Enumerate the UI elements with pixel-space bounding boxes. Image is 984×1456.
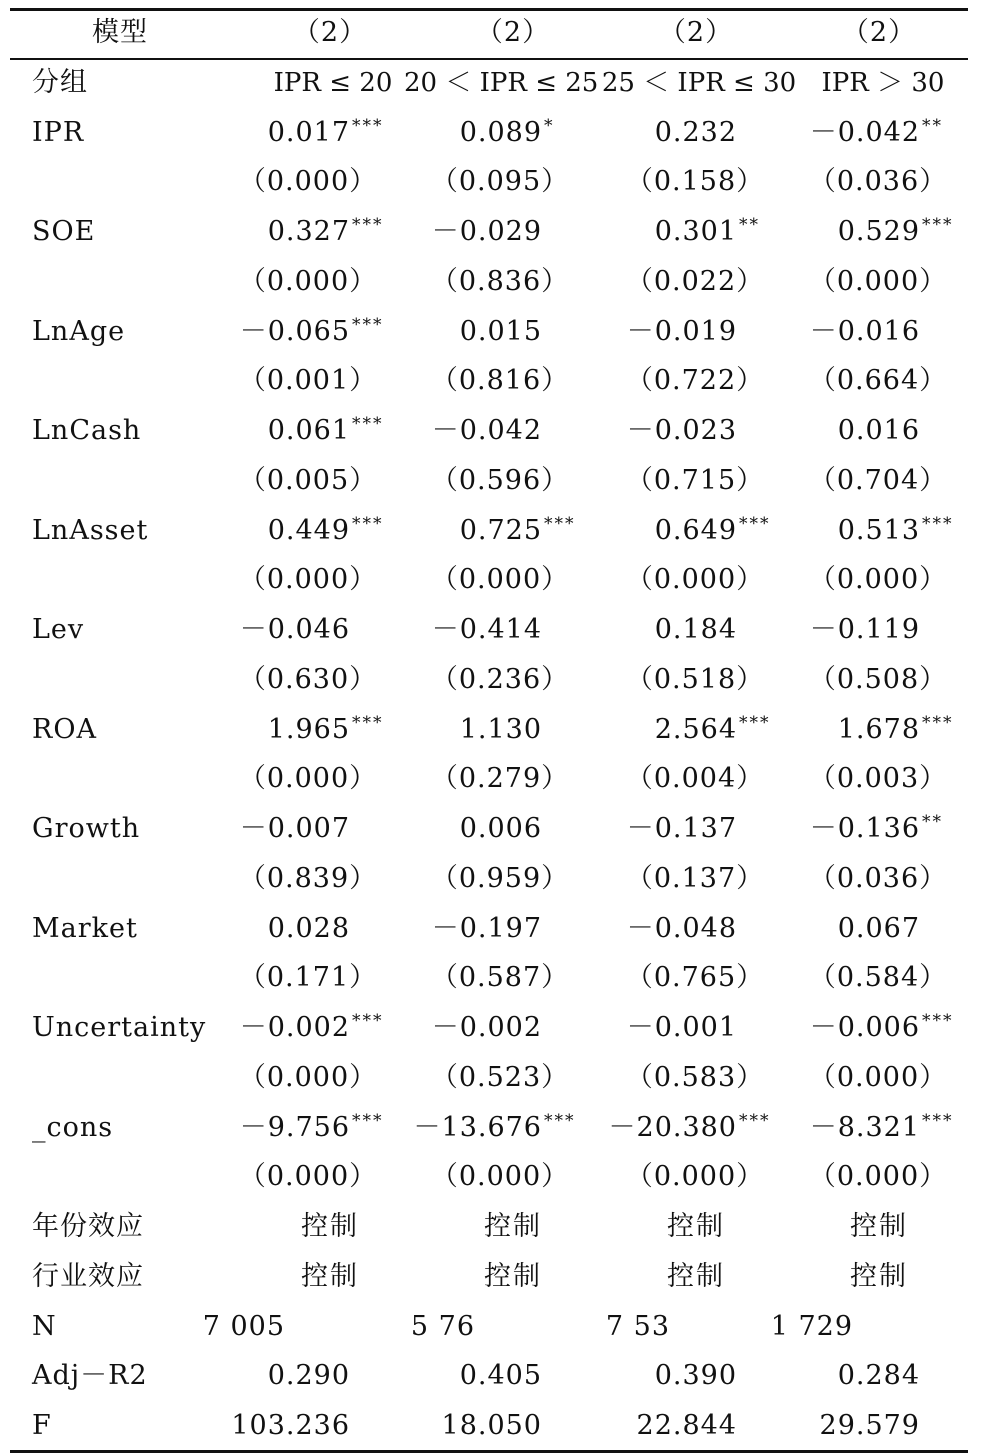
coefficient-value: 0.017 — [267, 116, 350, 148]
p-value-cell: （0.704） — [808, 464, 948, 496]
coefficient-value: 0.006 — [459, 813, 542, 844]
header-label: 模型 — [92, 17, 148, 48]
coefficient-value: －0.007 — [239, 813, 350, 844]
coefficient-value: －0.001 — [626, 1012, 737, 1043]
coef-row — [0, 506, 984, 556]
variable-name: IPR — [32, 116, 85, 148]
stat-value: 0.390 — [654, 1360, 737, 1392]
p-value-cell: （0.000） — [238, 1161, 378, 1193]
effect-control-cell: 控制 — [667, 1260, 725, 1292]
column-header: （2） — [658, 17, 734, 48]
stat-row — [0, 1351, 984, 1401]
significance-stars: *** — [922, 513, 954, 534]
p-value-cell: （0.004） — [625, 763, 765, 795]
coef-row — [0, 307, 984, 357]
pvalue-row — [0, 854, 984, 904]
coefficient-value: －8.321 — [809, 1111, 920, 1143]
significance-stars: *** — [544, 513, 576, 534]
stat-value: 0.290 — [267, 1360, 350, 1392]
p-value-cell: （0.000） — [808, 265, 948, 297]
significance-stars: *** — [544, 1110, 576, 1131]
pvalue-row — [0, 1152, 984, 1202]
p-value-cell: （0.000） — [625, 564, 765, 596]
stat-name: F — [32, 1410, 52, 1441]
coefficient-value: －0.016 — [809, 315, 920, 347]
coefficient-value: 0.725 — [459, 514, 542, 546]
group-definition: 25 ＜ IPR ≤ 30 — [601, 67, 797, 98]
p-value-cell: （0.523） — [430, 1061, 570, 1093]
effect-row — [0, 1252, 984, 1302]
p-value-cell: （0.000） — [808, 1061, 948, 1093]
coefficient-value: 0.513 — [837, 514, 920, 546]
p-value-cell: （0.036） — [808, 862, 948, 894]
coefficient-cell — [720, 605, 966, 655]
coefficient-cell — [720, 1003, 966, 1053]
variable-name: SOE — [32, 216, 96, 247]
p-value-cell: （0.000） — [430, 1161, 570, 1193]
coefficient-value: －0.002 — [431, 1012, 542, 1043]
coef-row — [0, 1003, 984, 1053]
coef-row — [0, 406, 984, 456]
column-header: （2） — [841, 17, 917, 48]
column-header: （2） — [475, 17, 551, 48]
coefficient-cell — [720, 904, 966, 954]
stat-row — [0, 1401, 984, 1451]
p-value-cell: （0.158） — [625, 166, 765, 198]
coefficient-value: －0.042 — [431, 415, 542, 446]
variable-name: Lev — [32, 614, 85, 645]
pvalue-row — [0, 157, 984, 207]
group-definition: 20 ＜ IPR ≤ 25 — [404, 67, 599, 98]
stat-name: Adj－R2 — [32, 1360, 148, 1392]
coefficient-value: －0.046 — [239, 614, 350, 645]
significance-stars: *** — [352, 513, 384, 534]
coefficient-value: －0.029 — [431, 216, 542, 247]
coefficient-value: 0.529 — [837, 216, 920, 247]
column-header: （2） — [292, 17, 368, 48]
p-value-cell: （0.715） — [625, 464, 765, 496]
stat-value: 7 53 — [605, 1310, 670, 1342]
significance-stars: *** — [739, 513, 771, 534]
coef-row — [0, 1103, 984, 1153]
significance-stars: *** — [352, 1011, 384, 1031]
coefficient-value: －13.676 — [413, 1111, 542, 1143]
coefficient-value: 0.327 — [267, 216, 350, 247]
significance-stars: *** — [352, 712, 384, 733]
coefficient-value: 0.028 — [267, 912, 350, 944]
significance-stars: *** — [352, 215, 384, 235]
p-value-cell: （0.765） — [625, 962, 765, 994]
p-value-cell: （0.959） — [430, 862, 570, 894]
effect-name: 年份效应 — [32, 1211, 144, 1242]
coefficient-value: 1.965 — [267, 713, 350, 745]
coefficient-value: －0.023 — [626, 415, 737, 446]
coef-row — [0, 108, 984, 158]
variable-name: LnCash — [32, 415, 142, 446]
significance-stars: *** — [352, 1110, 384, 1131]
coefficient-value: －0.065 — [239, 315, 350, 347]
pvalue-row — [0, 1053, 984, 1103]
significance-stars: *** — [739, 1110, 771, 1131]
coefficient-value: 1.130 — [459, 713, 542, 745]
coefficient-value: －9.756 — [239, 1111, 350, 1143]
group-label: 分组 — [32, 66, 88, 98]
p-value-cell: （0.001） — [238, 365, 378, 397]
p-value-cell: （0.508） — [808, 663, 948, 695]
coefficient-value: 0.184 — [654, 614, 737, 645]
significance-stars: *** — [922, 1110, 954, 1131]
coefficient-value: 0.301 — [654, 216, 737, 247]
coefficient-value: －0.048 — [626, 912, 737, 944]
coefficient-value: 0.067 — [837, 912, 920, 944]
pvalue-row — [0, 953, 984, 1003]
effect-row — [0, 1202, 984, 1252]
stat-value: 103.236 — [231, 1410, 350, 1441]
pvalue-row — [0, 754, 984, 804]
p-value-cell: （0.095） — [430, 166, 570, 198]
coefficient-cell — [720, 207, 966, 257]
effect-control-cell: 控制 — [484, 1260, 542, 1292]
stat-value: 7 005 — [202, 1310, 285, 1342]
p-value-cell: （0.587） — [430, 962, 570, 994]
pvalue-row — [0, 356, 984, 406]
coefficient-value: 0.015 — [459, 315, 542, 347]
p-value-cell: （0.664） — [808, 365, 948, 397]
coef-row — [0, 207, 984, 257]
p-value-cell: （0.816） — [430, 365, 570, 397]
coefficient-value: －0.002 — [239, 1012, 350, 1043]
stat-value: 18.050 — [441, 1410, 542, 1441]
variable-name: _cons — [32, 1111, 114, 1143]
coefficient-value: －0.197 — [431, 912, 542, 944]
pvalue-row — [0, 655, 984, 705]
p-value-cell: （0.000） — [238, 265, 378, 297]
variable-name: LnAge — [32, 315, 126, 347]
coefficient-value: －0.019 — [626, 315, 737, 347]
group-definition: IPR ＞ 30 — [821, 67, 945, 98]
coefficient-value: －0.119 — [809, 614, 920, 645]
p-value-cell: （0.022） — [625, 265, 765, 297]
p-value-cell: （0.137） — [625, 862, 765, 894]
coefficient-value: 2.564 — [654, 713, 737, 745]
p-value-cell: （0.000） — [238, 763, 378, 795]
p-value-cell: （0.000） — [808, 564, 948, 596]
significance-stars: *** — [922, 712, 954, 733]
effect-control-cell: 控制 — [667, 1211, 725, 1242]
coef-row — [0, 605, 984, 655]
stat-value: 29.579 — [819, 1410, 920, 1441]
coefficient-value: 1.678 — [837, 713, 920, 745]
significance-stars: *** — [352, 115, 384, 136]
coefficient-value: －0.006 — [809, 1012, 920, 1043]
coefficient-value: －20.380 — [608, 1111, 737, 1143]
p-value-cell: （0.279） — [430, 763, 570, 795]
significance-stars: ** — [922, 115, 943, 136]
variable-name: Growth — [32, 813, 141, 844]
significance-stars: *** — [739, 712, 771, 733]
p-value-cell: （0.005） — [238, 464, 378, 496]
variable-name: Market — [32, 912, 138, 944]
coef-row — [0, 904, 984, 954]
effect-control-cell: 控制 — [850, 1260, 908, 1292]
p-value-cell: （0.596） — [430, 464, 570, 496]
p-value-cell: （0.583） — [625, 1061, 765, 1093]
significance-stars: *** — [352, 314, 384, 335]
stat-value: 0.405 — [459, 1360, 542, 1392]
p-value-cell: （0.236） — [430, 663, 570, 695]
coefficient-cell — [720, 406, 966, 456]
pvalue-row — [0, 257, 984, 307]
p-value-cell: （0.000） — [808, 1161, 948, 1193]
significance-stars: * — [544, 115, 555, 136]
p-value-cell: （0.003） — [808, 763, 948, 795]
header-row — [0, 8, 984, 58]
effect-control-cell: 控制 — [301, 1211, 359, 1242]
p-value-cell: （0.518） — [625, 663, 765, 695]
coefficient-value: 0.649 — [654, 514, 737, 546]
p-value-cell: （0.630） — [238, 663, 378, 695]
effect-name: 行业效应 — [32, 1260, 144, 1292]
stat-value: 5 76 — [410, 1310, 475, 1342]
coefficient-cell — [720, 1103, 966, 1153]
significance-stars: *** — [352, 414, 384, 434]
p-value-cell: （0.000） — [238, 564, 378, 596]
coefficient-value: 0.232 — [654, 116, 737, 148]
p-value-cell: （0.000） — [238, 1061, 378, 1093]
coefficient-value: －0.136 — [809, 813, 920, 844]
coefficient-value: －0.414 — [431, 614, 542, 645]
variable-name: ROA — [32, 713, 97, 745]
stat-name: N — [32, 1310, 57, 1342]
stat-value: 0.284 — [837, 1360, 920, 1392]
pvalue-row — [0, 456, 984, 506]
group-row — [0, 58, 984, 108]
coefficient-value: 0.016 — [837, 415, 920, 446]
p-value-cell: （0.839） — [238, 862, 378, 894]
effect-control-cell: 控制 — [850, 1211, 908, 1242]
p-value-cell: （0.036） — [808, 166, 948, 198]
coefficient-value: 0.061 — [267, 415, 350, 446]
stat-row — [0, 1302, 984, 1352]
coef-row — [0, 705, 984, 755]
pvalue-row — [0, 555, 984, 605]
stat-value: 1 729 — [770, 1310, 853, 1342]
coefficient-cell — [720, 804, 966, 854]
group-definition: IPR ≤ 20 — [273, 67, 393, 98]
p-value-cell: （0.584） — [808, 962, 948, 994]
coefficient-cell — [720, 705, 966, 755]
coefficient-cell — [720, 108, 966, 158]
coefficient-cell — [720, 506, 966, 556]
p-value-cell: （0.000） — [625, 1161, 765, 1193]
p-value-cell: （0.000） — [238, 166, 378, 198]
p-value-cell: （0.000） — [430, 564, 570, 596]
coefficient-value: 0.449 — [267, 514, 350, 546]
coefficient-value: 0.089 — [459, 116, 542, 148]
p-value-cell: （0.836） — [430, 265, 570, 297]
effect-control-cell: 控制 — [484, 1211, 542, 1242]
significance-stars: *** — [922, 215, 954, 235]
significance-stars: ** — [922, 812, 943, 832]
significance-stars: ** — [739, 215, 760, 235]
coef-row — [0, 804, 984, 854]
stat-value: 22.844 — [636, 1410, 737, 1441]
coefficient-cell — [720, 307, 966, 357]
variable-name: LnAsset — [32, 514, 149, 546]
effect-control-cell: 控制 — [301, 1260, 359, 1292]
p-value-cell: （0.171） — [238, 962, 378, 994]
coefficient-value: －0.042 — [809, 116, 920, 148]
p-value-cell: （0.722） — [625, 365, 765, 397]
coefficient-value: －0.137 — [626, 813, 737, 844]
variable-name: Uncertainty — [32, 1012, 207, 1043]
significance-stars: *** — [922, 1011, 954, 1031]
